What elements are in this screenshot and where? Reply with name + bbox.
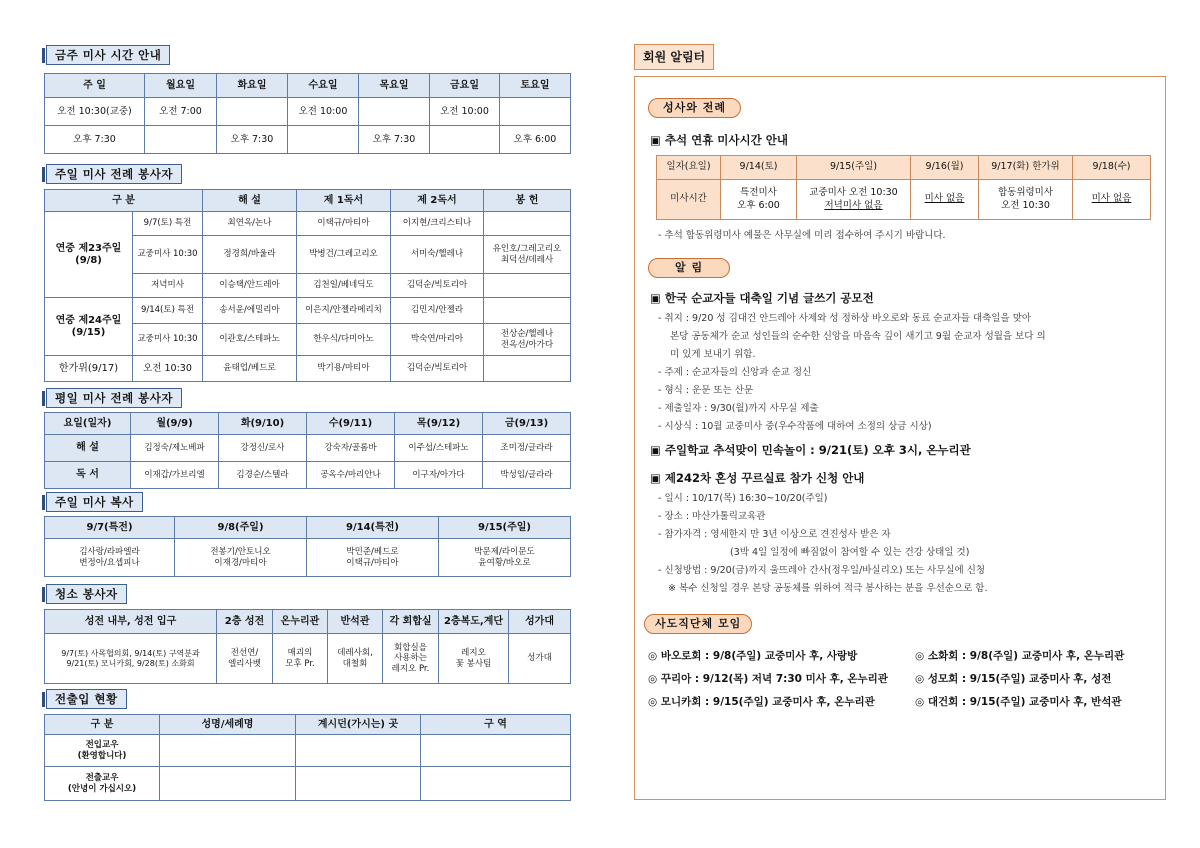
- cell: [160, 735, 296, 767]
- header-date: 9/18(수): [1073, 156, 1151, 180]
- header-thu: 목(9/12): [395, 413, 483, 435]
- chuseok-mass-table: [656, 155, 1151, 220]
- cell: 김덕순/빅토리아: [391, 356, 484, 382]
- header-reading2: 제 2독서: [391, 190, 484, 212]
- cell: 9/7(토) 특전: [133, 212, 203, 236]
- table-row: [45, 767, 571, 801]
- cell-line: 저녁미사 없음: [824, 199, 883, 211]
- altar-servers-table: [44, 516, 571, 577]
- cell: 김덕순/빅토리아: [391, 274, 484, 298]
- cell: 미사 없음: [1073, 180, 1151, 220]
- cell: [484, 212, 571, 236]
- cursillo-title: ▣ 제242차 혼성 꾸르실료 참가 신청 안내: [650, 471, 865, 485]
- label-line: 전출교우: [85, 773, 119, 784]
- group-meeting: ◎ 대건회 : 9/15(주일) 교중미사 후, 반석관: [915, 696, 1122, 708]
- cell: [273, 634, 328, 684]
- cell: 윤태업/베드로: [203, 356, 297, 382]
- label-line: (환영합니다): [77, 750, 127, 761]
- cell-offering: [484, 236, 571, 274]
- cleaning-line: 9/7(토) 사목협의회, 9/14(토) 구역분과: [61, 648, 200, 658]
- header-monday: 월요일: [145, 74, 217, 98]
- cell: 강숙자/골롬바: [307, 435, 395, 462]
- cell: [296, 767, 421, 801]
- cell: 오전 10:00: [430, 98, 500, 126]
- table-row: [45, 98, 571, 126]
- cleaning-line: 레지오 Pr.: [391, 663, 430, 674]
- cell: [328, 634, 383, 684]
- header-sunday: 주 일: [45, 74, 145, 98]
- header-date: 일자(요일): [657, 156, 721, 180]
- cell: [439, 634, 509, 684]
- row-label-commentary: 해 설: [45, 435, 131, 462]
- cleaning-line: 회합실을: [394, 643, 427, 654]
- cursillo-line: - 참가자격 : 영세한지 만 3년 이상으로 견진성사 받은 자: [658, 529, 891, 540]
- header-place: 계시던(가시는) 곳: [296, 715, 421, 735]
- cell: 오전 10:30: [133, 356, 203, 382]
- header-offering: 봉 헌: [484, 190, 571, 212]
- cell-line: 교중미사 오전 10:30: [809, 186, 898, 198]
- header-date: 9/15(주일): [797, 156, 911, 180]
- cell: 이은지/안젤라메리치: [297, 298, 391, 324]
- cell: [45, 539, 175, 577]
- contest-line: - 주제 : 순교자들의 신앙과 순교 정신: [658, 367, 812, 378]
- header-date: 9/14(토): [721, 156, 797, 180]
- header-saturday: 토요일: [500, 74, 571, 98]
- transfer-in-label: [45, 735, 160, 767]
- server-name: 박문제/라이문도: [474, 547, 535, 558]
- header-mon: 월(9/9): [131, 413, 219, 435]
- cell: 박성임/글라라: [483, 462, 571, 489]
- server-name: 박민준/베드로: [346, 547, 399, 558]
- header-district: 구 역: [421, 715, 571, 735]
- cell: 박병건/그레고리오: [297, 236, 391, 274]
- contest-line: - 제출일자 : 9/30(월)까지 사무실 제출: [658, 403, 819, 414]
- cell: [797, 180, 911, 220]
- cell-line: 오전 10:30: [1001, 199, 1050, 211]
- table-row: [657, 180, 1151, 220]
- row-label-mass-time: 미사시간: [657, 180, 721, 220]
- header-date: 9/15(주일): [439, 517, 571, 539]
- cell: 교중미사 10:30: [133, 236, 203, 274]
- header-cleaning: 2층복도,계단: [439, 610, 509, 634]
- contest-line: - 시상식 : 10월 교중미사 중(우수작품에 대하여 소정의 상금 시상): [658, 421, 932, 432]
- cell: 송서윤/에밀리아: [203, 298, 297, 324]
- cursillo-line: ※ 복수 신청일 경우 본당 공동체를 위하여 적극 봉사하는 분을 우선순으로 함.: [668, 583, 988, 594]
- cell: [145, 126, 217, 154]
- cell: 오전 7:00: [145, 98, 217, 126]
- cursillo-line: (3박 4일 일정에 빠짐없이 참여할 수 있는 건강 상태일 것): [730, 547, 970, 558]
- label-line: (안녕이 가십시오): [67, 783, 137, 794]
- table-row: [45, 539, 571, 577]
- cell: 조미정/글라라: [483, 435, 571, 462]
- group-meeting: ◎ 성모회 : 9/15(주일) 교중미사 후, 성전: [915, 673, 1112, 685]
- cleaning-line: 매괴의: [287, 648, 313, 659]
- pill-announcements: 알 림: [648, 258, 730, 278]
- cleaning-line: 전선연/: [230, 648, 259, 659]
- cursillo-line: - 장소 : 마산가톨릭교육관: [658, 511, 766, 522]
- table-row: [45, 212, 571, 236]
- cell: 서미숙/헬레나: [391, 236, 484, 274]
- cell: 9/14(토) 특전: [133, 298, 203, 324]
- cell: [421, 735, 571, 767]
- header-category: 구 분: [45, 190, 203, 212]
- cell: [500, 98, 571, 126]
- cell: [979, 180, 1073, 220]
- cell-chuseok: 한가위(9/17): [45, 356, 133, 382]
- cell: 오후 7:30: [45, 126, 145, 154]
- cell: 공옥수/마리안나: [307, 462, 395, 489]
- header-cleaning: 각 회합실: [383, 610, 439, 634]
- cell: 미사 없음: [911, 180, 979, 220]
- cell: 이승택/안드레아: [203, 274, 297, 298]
- header-category: 구 분: [45, 715, 160, 735]
- offering-line: 전옥선/아가다: [500, 339, 554, 350]
- label-line: 전입교우: [85, 740, 119, 751]
- table-row: [45, 462, 571, 489]
- table-row: [45, 634, 571, 684]
- section-title-mass-times: 금주 미사 시간 안내: [46, 45, 170, 65]
- transfer-table: [44, 714, 571, 801]
- cell: [421, 767, 571, 801]
- cell: 한우식/다미아노: [297, 324, 391, 356]
- group-sunday23: 연중 제23주일 (9/8): [45, 212, 133, 298]
- contest-line: 미 있게 보내기 위함.: [670, 349, 756, 360]
- cell: 이재갑/가브리엘: [131, 462, 219, 489]
- header-wednesday: 수요일: [288, 74, 359, 98]
- offering-line: 최덕선/데레사: [500, 254, 554, 265]
- header-date: 9/16(월): [911, 156, 979, 180]
- cleaning-line: 엘리사벳: [228, 658, 261, 669]
- cell: 박기용/마티아: [297, 356, 391, 382]
- cell: 성가대: [509, 634, 571, 684]
- cell: [383, 634, 439, 684]
- cell: 박숙연/마리아: [391, 324, 484, 356]
- server-name: 이재경/마티아: [214, 557, 267, 568]
- cursillo-line: - 신청방법 : 9/20(금)까지 울뜨레아 간사(정우일/바실리오) 또는 사무실에 신청: [658, 565, 986, 576]
- cell: [439, 539, 571, 577]
- server-name: 윤여황/바오로: [478, 557, 531, 568]
- cleaning-line: 사용하는: [394, 653, 427, 664]
- header-fri: 금(9/13): [483, 413, 571, 435]
- header-commentary: 해 설: [203, 190, 297, 212]
- header-date: 9/17(화) 한가위: [979, 156, 1073, 180]
- chuseok-mass-title: ▣ 추석 연휴 미사시간 안내: [650, 133, 788, 147]
- cell: 이구자/아가다: [395, 462, 483, 489]
- cleaning-line: 데레사회,: [337, 648, 373, 659]
- cell: [217, 634, 273, 684]
- cell: 오후 6:00: [500, 126, 571, 154]
- cell: [484, 356, 571, 382]
- header-cleaning: 2층 성전: [217, 610, 273, 634]
- header-cleaning: 성전 내부, 성전 입구: [45, 610, 217, 634]
- section-title-cleaning: 청소 봉사자: [46, 584, 127, 604]
- cell: [288, 126, 359, 154]
- cell: 강정신/로사: [219, 435, 307, 462]
- header-cleaning: 반석관: [328, 610, 383, 634]
- cell: 이관호/스테파노: [203, 324, 297, 356]
- mass-times-table: [44, 73, 571, 154]
- sunday-school-notice: ▣ 주일학교 추석맞이 민속놀이 : 9/21(토) 오후 3시, 온누리관: [650, 443, 971, 457]
- header-day: 요일(일자): [45, 413, 131, 435]
- header-thursday: 목요일: [359, 74, 430, 98]
- table-row: [45, 735, 571, 767]
- header-date: 9/8(주일): [175, 517, 307, 539]
- cell: 김민지/안젤라: [391, 298, 484, 324]
- server-name: 이택규/마티아: [346, 557, 399, 568]
- table-row: [45, 126, 571, 154]
- cell: [296, 735, 421, 767]
- section-title-transfer: 전출입 현황: [46, 689, 127, 709]
- contest-title: ▣ 한국 순교자들 대축일 기념 글쓰기 공모전: [650, 291, 874, 305]
- cleaning-line: 꽃 봉사팀: [455, 658, 492, 669]
- contest-line: - 취지 : 9/20 성 김대건 안드레아 사제와 성 정하상 바오로와 동료 순교자들 대축일을 맞아: [658, 313, 1032, 324]
- cell: [160, 767, 296, 801]
- header-wed: 수(9/11): [307, 413, 395, 435]
- cell-offering: [484, 324, 571, 356]
- cell: [484, 298, 571, 324]
- section-title-weekday-servers: 평일 미사 전례 봉사자: [46, 388, 182, 408]
- header-tuesday: 화요일: [217, 74, 288, 98]
- cell: 오전 10:00: [288, 98, 359, 126]
- cell: 오후 7:30: [217, 126, 288, 154]
- members-notice-title: 회원 알림터: [634, 44, 714, 70]
- group-meeting: ◎ 꾸리아 : 9/12(목) 저녁 7:30 미사 후, 온누리관: [648, 673, 888, 685]
- cell: [721, 180, 797, 220]
- section-title-sunday-servers: 주일 미사 전례 봉사자: [46, 164, 182, 184]
- cell: [45, 634, 217, 684]
- cursillo-line: - 일시 : 10/17(목) 16:30~10/20(주일): [658, 493, 828, 504]
- cell: 저녁미사: [133, 274, 203, 298]
- cleaning-line: 9/21(토) 모니카회, 9/28(토) 소화회: [66, 658, 195, 668]
- section-title-altar-servers: 주일 미사 복사: [46, 492, 143, 512]
- cell: 오전 10:30(교중): [45, 98, 145, 126]
- offering-line: 유인호/그레고리오: [492, 244, 562, 255]
- cell: [430, 126, 500, 154]
- cell-line: 특전미사: [740, 186, 777, 198]
- cell: 이주섭/스테파노: [395, 435, 483, 462]
- cell: 오후 7:30: [359, 126, 430, 154]
- header-date: 9/7(특전): [45, 517, 175, 539]
- pill-sacraments: 성사와 전례: [648, 98, 741, 118]
- pill-apostolate-groups: 사도직단체 모임: [644, 614, 752, 634]
- cell: 김정숙/제노베파: [131, 435, 219, 462]
- cleaning-line: 레지오: [461, 648, 486, 659]
- group-meeting: ◎ 모니카회 : 9/15(주일) 교중미사 후, 온누리관: [648, 696, 875, 708]
- header-date: 9/14(특전): [307, 517, 439, 539]
- offering-line: 전상순/헬레나: [500, 329, 554, 340]
- server-name: 김사랑/라파엘라: [79, 547, 140, 558]
- cell: [175, 539, 307, 577]
- header-tue: 화(9/10): [219, 413, 307, 435]
- cell: 김경순/스텔라: [219, 462, 307, 489]
- group-sunday24: 연중 제24주일 (9/15): [45, 298, 133, 356]
- cell: 김천일/베네딕도: [297, 274, 391, 298]
- server-name: 변정아/요셉피나: [79, 557, 140, 568]
- cleaning-table: [44, 609, 571, 684]
- table-row: [45, 435, 571, 462]
- row-label-reading: 독 서: [45, 462, 131, 489]
- weekday-servers-table: [44, 412, 571, 489]
- cell: 교중미사 10:30: [133, 324, 203, 356]
- cell: 정경희/바울라: [203, 236, 297, 274]
- chuseok-note: - 추석 합동위령미사 예물은 사무실에 미리 접수하여 주시기 바랍니다.: [658, 230, 946, 241]
- header-name: 성명/세례명: [160, 715, 296, 735]
- cell: 이택규/마티아: [297, 212, 391, 236]
- cell: [217, 98, 288, 126]
- server-name: 전봉기/안토니오: [210, 547, 271, 558]
- transfer-out-label: [45, 767, 160, 801]
- cleaning-line: 모후 Pr.: [285, 658, 315, 669]
- cell-line: 합동위령미사: [997, 186, 1054, 198]
- cleaning-line: 대철회: [342, 658, 368, 669]
- header-friday: 금요일: [430, 74, 500, 98]
- header-reading1: 제 1독서: [297, 190, 391, 212]
- cell: 최연옥/논나: [203, 212, 297, 236]
- header-cleaning: 온누리관: [273, 610, 328, 634]
- contest-line: - 형식 : 운문 또는 산문: [658, 385, 754, 396]
- cell: 이지현/크리스티나: [391, 212, 484, 236]
- table-row: [45, 298, 571, 324]
- sunday-servers-table: [44, 189, 571, 382]
- cell-line: 오후 6:00: [737, 199, 780, 211]
- group-meeting: ◎ 소화회 : 9/8(주일) 교중미사 후, 온누리관: [915, 650, 1125, 662]
- header-cleaning: 성가대: [509, 610, 571, 634]
- cell: [307, 539, 439, 577]
- cell: [359, 98, 430, 126]
- group-meeting: ◎ 바오로회 : 9/8(주일) 교중미사 후, 사랑방: [648, 650, 858, 662]
- table-row: [45, 356, 571, 382]
- cell: [484, 274, 571, 298]
- contest-line: 본당 공동체가 순교 성인들의 순수한 신앙을 마음속 깊이 새기고 9월 순교자 성월을 보다 의: [670, 331, 1046, 342]
